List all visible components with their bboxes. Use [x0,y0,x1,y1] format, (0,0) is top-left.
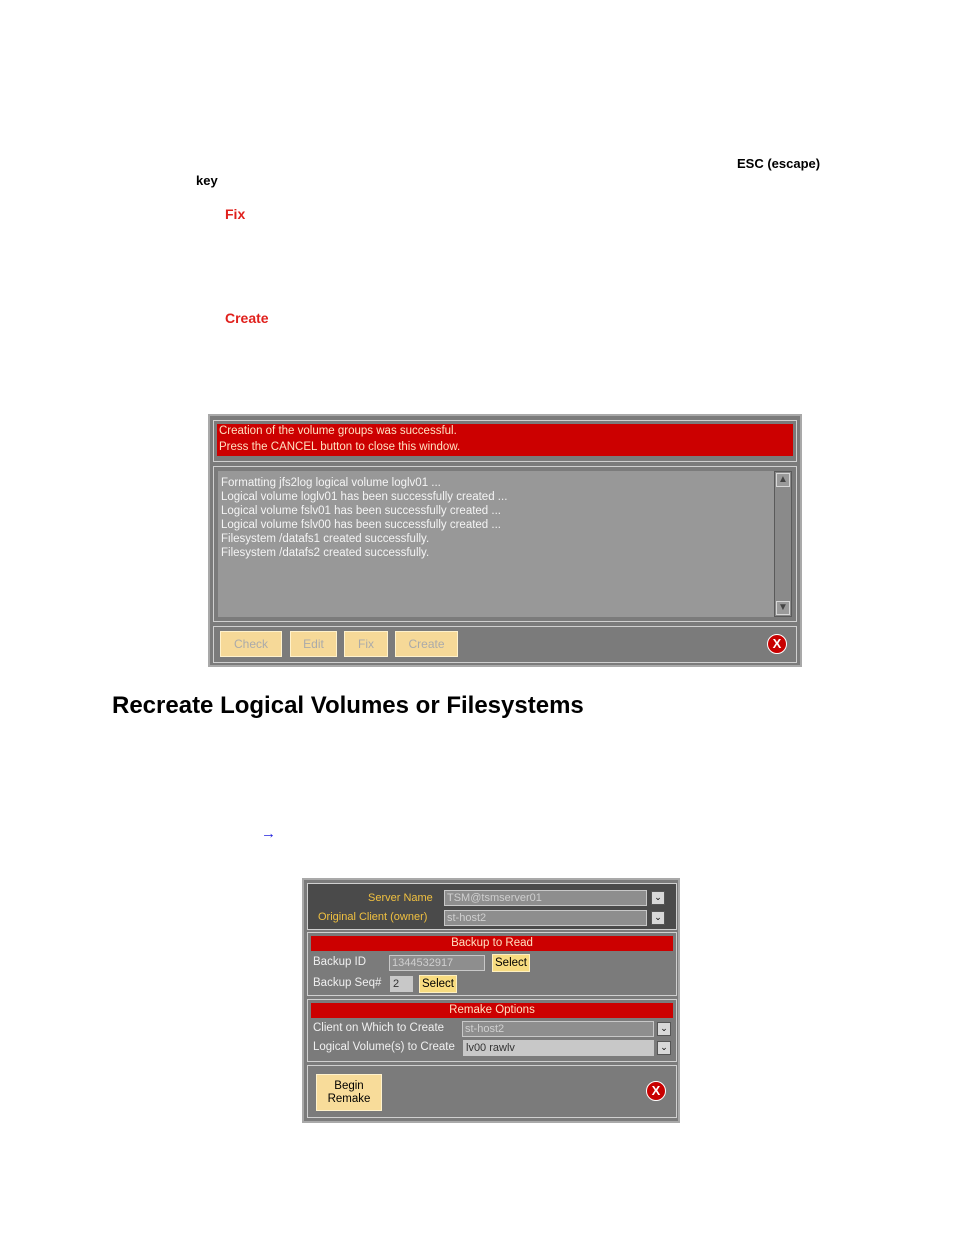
lv-create-label: Logical Volume(s) to Create [313,1041,455,1053]
create-button[interactable]: Create [395,631,458,657]
log-line: Logical volume fslv00 has been successfully created ... [221,519,501,531]
remake-window [302,878,680,1123]
begin-remake-button[interactable] [316,1074,382,1111]
client-create-label: Client on Which to Create [313,1022,445,1034]
esc-key-label: ESC (escape) [737,156,821,171]
log-line: Logical volume fslv01 has been successfully created ... [221,505,501,517]
create-label: Create [225,310,269,326]
log-line: Logical volume loglv01 has been successfully created ... [221,491,508,503]
close-icon[interactable]: X [646,1081,666,1101]
backup-id-field[interactable]: 1344532917 [389,955,485,971]
log-line: Filesystem /datafs2 created successfully. [221,547,430,559]
action-panel [307,1065,677,1118]
chevron-down-icon[interactable]: ⌄ [657,1022,671,1036]
original-client-field[interactable]: st-host2 [444,910,647,926]
chevron-down-icon[interactable]: ⌄ [657,1041,671,1055]
backup-seq-label: Backup Seq# [313,977,382,989]
chevron-down-icon[interactable]: ⌄ [651,891,665,905]
log-line: Formatting jfs2log logical volume loglv01 ... [221,477,441,489]
backup-panel [307,932,677,996]
server-name-label: Server Name [368,892,433,904]
fix-label: Fix [225,206,246,222]
section-heading: Recreate Logical Volumes or Filesystems [112,692,584,719]
begin-label: Begin [334,1080,364,1092]
lv-create-field[interactable]: lv00 rawlv [463,1040,654,1056]
fix-button[interactable]: Fix [344,631,388,657]
select-backup-seq-button[interactable]: Select [419,975,457,993]
close-icon[interactable]: X [767,634,787,654]
message-line: Press the CANCEL button to close this window. [219,440,461,453]
scroll-down-icon[interactable]: ▼ [776,601,790,615]
remake-label: Remake [327,1093,371,1105]
remake-options-panel [307,999,677,1062]
message-frame [213,420,797,462]
scroll-up-icon[interactable]: ▲ [776,473,790,487]
log-frame [213,466,797,622]
check-button[interactable]: Check [220,631,282,657]
arrow-right-icon: → [261,825,276,842]
backup-header: Backup to Read [311,936,673,951]
log-line: Filesystem /datafs1 created successfully. [221,533,430,545]
backup-seq-field[interactable]: 2 [390,976,413,992]
client-create-field[interactable]: st-host2 [462,1021,654,1037]
button-bar [213,626,797,663]
status-message [217,424,793,456]
key-word: key [196,173,218,188]
edit-button[interactable]: Edit [290,631,337,657]
server-name-field[interactable]: TSM@tsmserver01 [444,890,647,906]
log-scrollbar[interactable] [774,471,792,617]
select-backup-id-button[interactable]: Select [492,954,530,972]
remake-header: Remake Options [311,1003,673,1018]
log-output [218,471,775,617]
server-panel [307,883,677,930]
backup-id-label: Backup ID [313,956,367,968]
chevron-down-icon[interactable]: ⌄ [651,911,665,925]
message-line: Creation of the volume groups was successful. [219,425,457,437]
volume-group-result-window [208,414,802,667]
original-client-label: Original Client (owner) [318,911,428,923]
